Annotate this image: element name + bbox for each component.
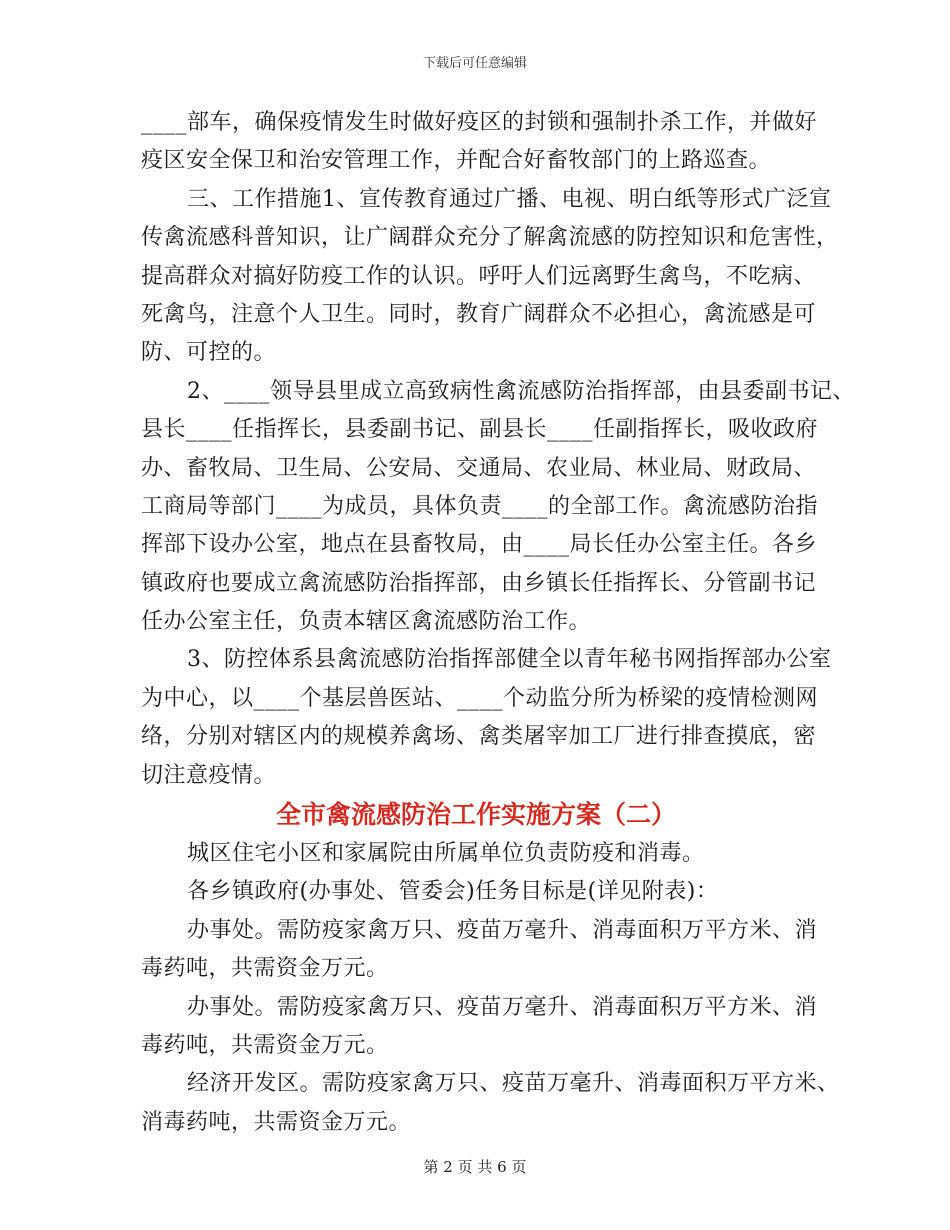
paragraph-line: 县长____任指挥长，县委副书记、副县长____任副指挥长，吸收政府: [141, 417, 819, 443]
paragraph-line: 死禽鸟，注意个人卫生。同时，教育广阔群众不必担心，禽流感是可: [141, 301, 817, 327]
paragraph-line: 挥部下设办公室，地点在县畜牧局，由____局长任办公室主任。各乡: [141, 532, 818, 558]
paragraph-line: 经济开发区。需防疫家禽万只、疫苗万毫升、消毒面积万平方米、: [187, 1071, 840, 1097]
paragraph-line: 切注意疫情。: [141, 762, 277, 788]
page-footer: 第 2 页 共 6 页: [423, 1158, 527, 1176]
paragraph-line: 各乡镇政府(办事处、管委会)任务目标是(详见附表)：: [187, 879, 719, 905]
paragraph-line: 疫区安全保卫和治安管理工作，并配合好畜牧部门的上路巡查。: [141, 148, 772, 174]
paragraph-line: 镇政府也要成立禽流感防治指挥部，由乡镇长任指挥长、分管副书记: [141, 570, 817, 596]
page-header: 下载后可任意编辑: [422, 56, 527, 71]
paragraph-line: 办事处。需防疫家禽万只、疫苗万毫升、消毒面积万平方米、消: [187, 994, 818, 1020]
paragraph-line: 2、____领导县里成立高致病性禽流感防治指挥部，由县委副书记、: [187, 378, 855, 404]
paragraph-line: 三、工作措施1、宣传教育通过广播、电视、明白纸等形式广泛宣: [187, 186, 832, 212]
paragraph-line: 毒药吨，共需资金万元。: [141, 956, 389, 982]
section-one: [141, 104, 855, 795]
paragraph-line: 3、防控体系县禽流感防治指挥部健全以青年秘书网指挥部办公室: [187, 647, 832, 673]
paragraph-line: 办事处。需防疫家禽万只、疫苗万毫升、消毒面积万平方米、消: [187, 917, 818, 943]
section-title: 全市禽流感防治工作实施方案（二）: [275, 800, 676, 830]
paragraph-line: 络，分别对辖区内的规模养禽场、禽类屠宰加工厂进行排查摸底，密: [141, 724, 817, 750]
paragraph-line: 毒药吨，共需资金万元。: [141, 1032, 389, 1058]
document-body: [141, 104, 855, 1142]
paragraph-line: 提高群众对搞好防疫工作的认识。呼吁人们远离野生禽鸟，不吃病、: [141, 263, 817, 289]
paragraph-line: 传禽流感科普知识，让广阔群众充分了解禽流感的防控知识和危害性，: [141, 225, 839, 251]
paragraph-line: 防、可控的。: [141, 340, 277, 366]
paragraph-line: 城区住宅小区和家属院由所属单位负责防疫和消毒。: [187, 841, 705, 867]
section-two: [141, 835, 840, 1142]
paragraph-line: 办、畜牧局、卫生局、公安局、交通局、农业局、林业局、财政局、: [141, 455, 817, 481]
paragraph-line: 消毒药吨，共需资金万元。: [141, 1109, 412, 1135]
paragraph-line: 工商局等部门____为成员，具体负责____的全部工作。禽流感防治指: [141, 493, 819, 519]
paragraph-line: ____部车，确保疫情发生时做好疫区的封锁和强制扑杀工作，并做好: [141, 110, 818, 135]
paragraph-line: 任办公室主任，负责本辖区禽流感防治工作。: [141, 609, 592, 635]
paragraph-line: 为中心，以____个基层兽医站、____个动监分所为桥梁的疫情检测网: [141, 685, 819, 711]
